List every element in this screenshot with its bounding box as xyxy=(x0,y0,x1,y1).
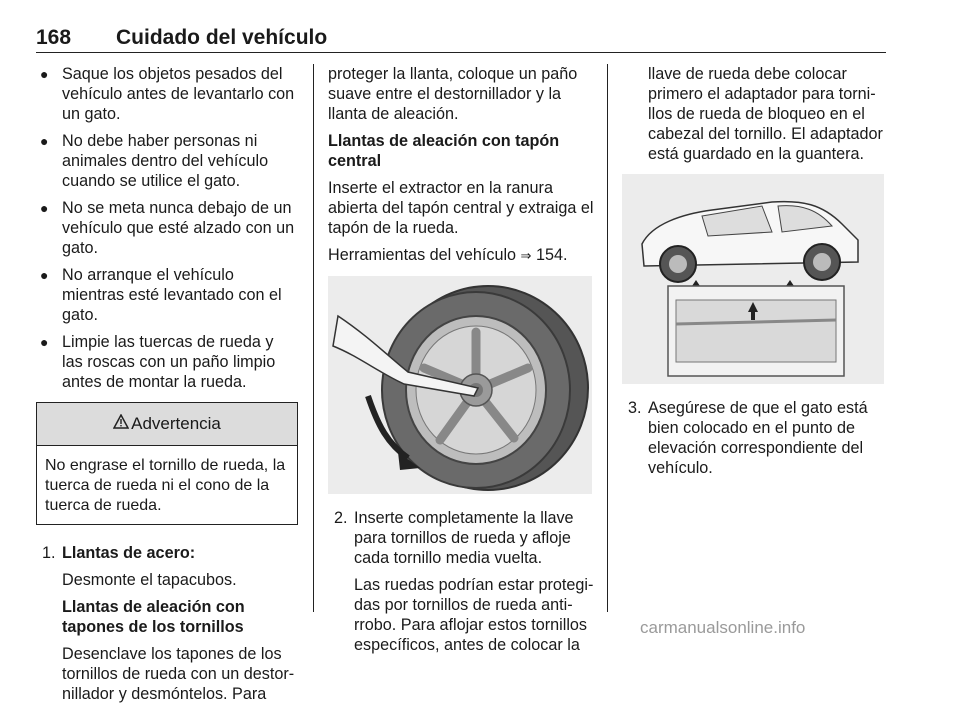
warning-box xyxy=(36,402,298,525)
step-1: 1. Llantas de acero: Desmonte el tapacubos. Llantas de aleación con tapones de los tornillos Desenclave los tapones de los tornillos de rueda con un destor-nillador y desmóntelos. Para xyxy=(36,543,298,704)
step-1-title: Llantas de acero: xyxy=(62,544,196,562)
list-item: ● Limpie las tuercas de rueda y las roscas con un paño limpio antes de montar la rueda. xyxy=(40,333,276,391)
page-ref-arrow-icon: ⇒ xyxy=(520,248,532,263)
list-item: ● No se meta nunca debajo de un vehículo que esté alzado con un gato. xyxy=(40,199,295,257)
column-1 xyxy=(36,64,298,711)
page-title: Cuidado del vehículo xyxy=(116,26,328,49)
step-1-subtitle: Llantas de aleación con tapones de los tornillos xyxy=(62,598,245,636)
list-item: ● Saque los objetos pesados del vehículo antes de levantarlo con un gato. xyxy=(40,65,295,123)
column-3 xyxy=(622,64,886,485)
step-3-text: Asegúrese de que el gato está bien colocado en el punto de elevación correspondiente del vehículo. xyxy=(648,399,868,477)
step-1-text: Desmonte el tapacubos. xyxy=(62,571,237,589)
watermark: carmanualsonline.info xyxy=(640,618,806,637)
wheel-wrench-illustration xyxy=(328,276,592,494)
step-2-text: Inserte completamente la llave para tornillos de rueda y afloje cada tornillo media vuelta. xyxy=(354,509,574,567)
column-2 xyxy=(328,64,596,662)
tools-reference: Herramientas del vehículo ⇒ 154. xyxy=(328,246,568,264)
section-subtitle: Llantas de aleación con tapón central xyxy=(328,132,560,170)
continued-text: proteger la llanta, coloque un paño suave entre el destornillador y la llanta de aleación. xyxy=(328,65,578,123)
page-header xyxy=(36,26,886,53)
warning-text: No engrase el tornillo de rueda, la tuerca de rueda ni el cono de la tuerca de rueda. xyxy=(45,457,286,514)
warning-triangle-icon xyxy=(113,414,129,434)
step-3: 3. Asegúrese de que el gato está bien colocado en el punto de elevación correspondiente del vehículo. xyxy=(622,398,886,478)
paragraph: Inserte el extractor en la ranura abierta del tapón central y extraiga el tapón de la rueda. xyxy=(328,179,594,237)
safety-bullet-list xyxy=(36,64,298,392)
warning-heading: Advertencia xyxy=(37,403,297,446)
step-2-text-2: Las ruedas podrían estar protegi-das por tornillos de rueda anti-rrobo. Para aflojar estos tornillos específicos, antes de colocar la xyxy=(354,576,594,654)
list-item: ● No debe haber personas ni animales dentro del vehículo cuando se utilice el gato. xyxy=(40,132,269,190)
column-divider xyxy=(313,64,314,612)
page-number: 168 xyxy=(36,26,72,49)
list-item: ● No arranque el vehículo mientras esté levantado con el gato. xyxy=(40,266,282,324)
column-divider xyxy=(607,64,608,612)
step-2: 2. Inserte completamente la llave para tornillos de rueda y afloje cada tornillo media vuelta. Las ruedas podrían estar protegi-das por tornillos de rueda anti-rrobo. Para aflojar estos tornillos específicos, antes de colocar la xyxy=(328,508,596,655)
jack-point-illustration xyxy=(622,174,884,384)
step-1-text-2: Desenclave los tapones de los tornillos de rueda con un destor-nillador y desmóntelos. Para xyxy=(62,645,295,703)
continued-text: llave de rueda debe colocar primero el adaptador para torni-llos de rueda de bloqueo en el cabezal del tornillo. El adaptador está guardado en la guantera. xyxy=(648,65,883,163)
